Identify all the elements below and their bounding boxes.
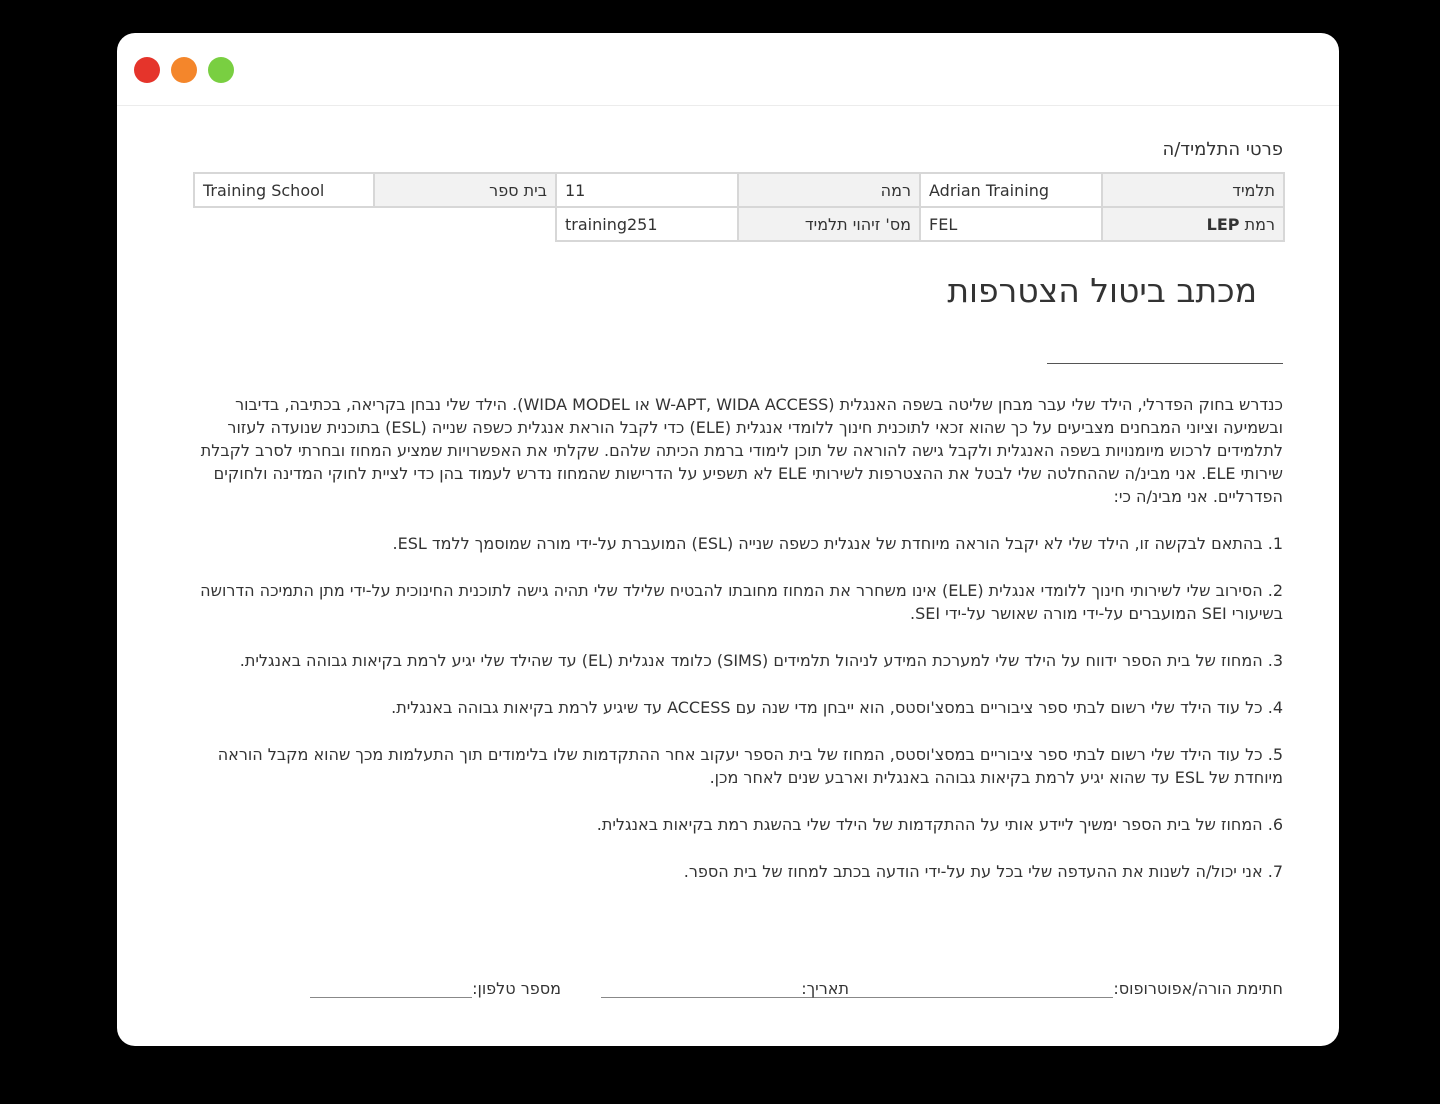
- date-line[interactable]: [601, 973, 801, 998]
- list-item: 2. הסירוב שלי לשירותי חינוך ללומדי אנגלית (ELE) אינו משחרר את המחוז מחובתו להבטיח שלילד שלי תהיה גישה לתוכנית החינוכית על-ידי מתן התמיכה הדרושה בשיעורי SEI המועברים על-ידי מורה שאושר על-ידי SEI.: [200, 581, 1283, 623]
- student-info-table: [193, 172, 1285, 242]
- section-title: פרטי התלמיד/ה: [1162, 139, 1283, 160]
- date-field[interactable]: [601, 973, 849, 998]
- list-item: 7. אני יכול/ה לשנות את ההעדפה שלי בכל עת על-ידי הודעה בכתב למחוז של בית הספר.: [683, 862, 1283, 881]
- student-label: תלמיד: [1102, 173, 1284, 207]
- school-label: בית ספר: [374, 173, 556, 207]
- empty-cell: [194, 207, 374, 241]
- lep-label: [1102, 207, 1284, 241]
- list-item: 6. המחוז של בית הספר ימשיך ליידע אותי על ההתקדמות של הילד שלי בהשגת רמת בקיאות באנגלית.: [596, 815, 1283, 834]
- date-label: תאריך:: [801, 979, 849, 998]
- school-value: Training School: [194, 173, 374, 207]
- document-content: [117, 33, 1339, 1046]
- grade-label: רמה: [738, 173, 920, 207]
- lep-label-prefix: רמת: [1244, 214, 1275, 234]
- app-window: [117, 33, 1339, 1046]
- letter-body: [195, 393, 1283, 907]
- list-item: 3. המחוז של בית הספר ידווח על הילד שלי למערכת המידע לניהול תלמידים (SIMS) כלומד אנגלית (EL) עד שהילד שלי יגיע לרמת בקיאות גבוהה באנגלית.: [239, 651, 1283, 670]
- lep-value: FEL: [920, 207, 1102, 241]
- student-value: Adrian Training: [920, 173, 1102, 207]
- intro-paragraph: כנדרש בחוק הפדרלי, הילד שלי עבר מבחן שליטה בשפה האנגלית (W-APT, WIDA ACCESS או WIDA MODEL). הילד שלי נבחן בקריאה, בכתיבה, בדיבור ובשמיעה וציוני המבחנים מצביעים על כך שהוא זכאי לתוכנית חינוך ללומדי אנגלית (ELE) כדי לקבל הוראת אנגלית כשפה שנייה (ESL) בתוכנית שנועדה לעזור לתלמידים לרכוש מיומנויות בשפה האנגלית ולקבל גישה להוראה של תוכן לימודי ברמת הכיתה שלהם. שקלתי את האפשרויות שמציע המחוז ובחרתי לסרב לקבלת שירותי ELE. אני מבינ/ה שההחלטה שלי לבטל את ההצטרפות לשירותי ELE לא תשפיע על הדרישות שהמחוז נדרש לעמוד בהן כדי לציית לחוקי המדינה ולחוקים הפדרליים. אני מבינ/ה כי:: [200, 395, 1283, 506]
- student-id-label: מס' זיהוי תלמיד: [738, 207, 920, 241]
- letter-title: מכתב ביטול הצטרפות: [947, 271, 1257, 310]
- list-item: 4. כל עוד הילד שלי רשום לבתי ספר ציבוריים במסצ'וסטס, הוא ייבחן מדי שנה עם ACCESS עד שיגיע לרמת בקיאות גבוהה באנגלית.: [391, 698, 1283, 717]
- empty-cell: [374, 207, 556, 241]
- phone-field[interactable]: [310, 973, 561, 998]
- table-row: [194, 207, 1284, 241]
- lep-label-bold: LEP: [1206, 214, 1240, 234]
- title-underline: [1047, 363, 1283, 364]
- list-item: 5. כל עוד הילד שלי רשום לבתי ספר ציבוריים במסצ'וסטס, המחוז של בית הספר יעקוב אחר ההתקדמות שלו בלימודים תוך התעלמות מכך שהוא מקבל הוראה מיוחדת של ESL עד שהוא יגיע לרמת בקיאות גבוהה באנגלית וארבע שנים לאחר מכן.: [217, 745, 1283, 787]
- phone-label: מספר טלפון:: [472, 979, 561, 998]
- phone-line[interactable]: [310, 973, 472, 998]
- parent-signature-field[interactable]: [781, 973, 1283, 998]
- list-item: 1. בהתאם לבקשה זו, הילד שלי לא יקבל הוראה מיוחדת של אנגלית כשפה שנייה (ESL) המועברת על-ידי מורה שמוסמך ללמד ESL.: [392, 534, 1283, 553]
- table-row: [194, 173, 1284, 207]
- student-id-value: training251: [556, 207, 738, 241]
- grade-value: 11: [556, 173, 738, 207]
- parent-signature-label: חתימת הורה/אפוטרופוס:: [1113, 979, 1283, 998]
